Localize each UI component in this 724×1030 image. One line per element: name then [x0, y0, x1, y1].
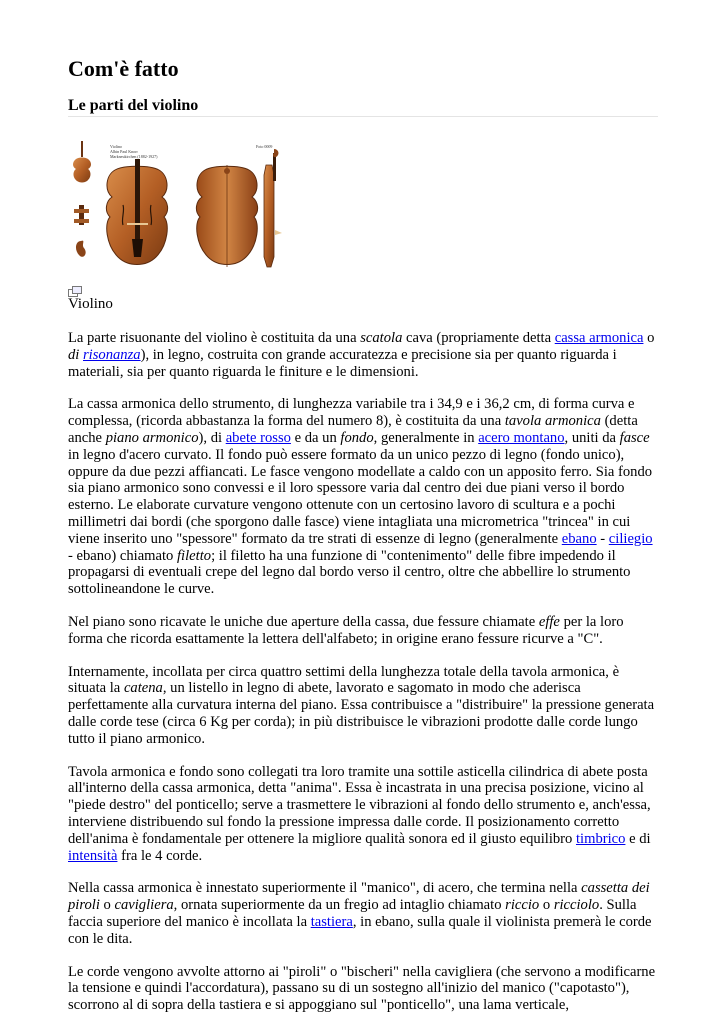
article-body: [68, 330, 658, 1030]
link-intensita[interactable]: intensità: [68, 847, 118, 864]
small-violin-front: [73, 141, 91, 183]
link-ciliegio[interactable]: ciliegio: [608, 530, 653, 547]
paragraph-2: La cassa armonica dello strumento, di lunghezza variabile tra i 34,9 e i 36,2 cm, di forma curva e complessa, (ricorda abbastanza la forma del numero 8), è costituita da una tavola armonica (detta anche piano armonico), di abete rosso e da un fondo, generalmente in acero montano, uniti da fasce in legno d'acero curvato. Il fondo può essere formato da un unico pezzo di legno (fondo unico), oppure da due pezzi affiancati. Le fasce vengono modellate a caldo con un apposito ferro. Sia fondo sia piano armonico sono convessi e il loro spessore varia dal centro dei due piani verso il bordo esterno. Le elaborate curvature vengono ottenute con un certosino lavoro di scultura e a pochi millimetri dai bordi (che sporgono dalle fasce) viene intagliata una micrometrica "trincea" in cui viene inserito uno "spessore" formato da tre strati di essenze di legno (generalmente ebano - ciliegio - ebano) chiamato filetto; il filetto ha una funzione di "contenimento" delle fibre impedendo il propagarsi di eventuali crepe del legno dal bordo verso il centro, oltre che abbellire lo strumento sottolineandone le curve.: [68, 396, 653, 598]
paragraph-5: Tavola armonica e fondo sono collegati tra loro tramite una sottile asticella cilindrica di abete posta all'interno della cassa armonica, detta "anima". Essa è incastrata in una precisa posizione, vicino al "piede destro" del ponticello; serve a trasmettere le vibrazioni al fondo dello strumento e, anch'essa, interviene distribuendo sul fondo la pressione impressa dalle corde. Il posizionamento corretto dell'anima è fondamentale per ottenere la migliore qualità sonora ed il giusto equilibro timbrico e di intensità fra le 4 corde.: [68, 763, 651, 864]
small-violin-scroll: [74, 205, 89, 257]
figure-label-4: Foto 0009: [256, 144, 273, 149]
link-timbrico[interactable]: timbrico: [575, 830, 626, 847]
link-ebano[interactable]: ebano: [561, 530, 597, 547]
link-cassa-armonica[interactable]: cassa armonica: [554, 330, 644, 346]
link-acero-montano[interactable]: acero montano: [478, 429, 565, 446]
figure-label-3: Markneukirchen (1882-1927): [110, 154, 158, 159]
figure-label-2: Albin Paul Knorr: [110, 149, 138, 154]
figure-caption: Violino: [68, 296, 113, 312]
paragraph-4: Internamente, incollata per circa quattro settimi della lunghezza totale della tavola armonica, è situata la catena, un listello in legno di abete, lavorato e sagomato in modo che aderisca perfettamente alla curvatura interna del piano. Essa contribuisce a "distribuire" la pressione generata dalle corde tese (circa 6 Kg per corda); in più distribuisce le vibrazioni prodotte dalle corde lungo tutto il piano armonico.: [68, 663, 655, 747]
paragraph-6: Nella cassa armonica è innestato superiormente il "manico", di acero, che termina nella cassetta dei piroli o cavigliera, ornata superiormente da un fregio ad intaglio chiamato riccio o ricciolo. Sulla faccia superiore del manico è incollata la tastiera, in ebano, sulla quale il violinista premerà le corde con le dita.: [68, 880, 652, 947]
enlarge-icon[interactable]: [68, 284, 82, 295]
figure-label-1: Violino: [110, 144, 122, 149]
violin-figure[interactable]: [68, 135, 298, 277]
violin-side-view: [264, 149, 282, 267]
link-tastiera[interactable]: tastiera: [310, 913, 353, 930]
section-heading: Le parti del violino: [68, 96, 658, 117]
violin-back-view: [196, 165, 257, 267]
paragraph-3: Nel piano sono ricavate le uniche due aperture della cassa, due fessure chiamate effe per la loro forma che ricorda esattamente la lettera dell'alfabeto; in origine erano fessure ricurve a "C".: [68, 613, 624, 647]
paragraph-7: Le corde vengono avvolte attorno ai "piroli" o "bischeri" nella cavigliera (che servono a modificarne la tensione e quindi l'accordatura), passano su di un sostegno all'inizio del manico ("capotasto"), scorrono al di sopra della tastiera e si appoggiano sul "ponticello", una lama verticale,: [68, 963, 656, 1014]
violin-front-view: [106, 159, 167, 265]
link-risonanza[interactable]: risonanza: [83, 346, 141, 363]
page-title: Com'è fatto: [68, 56, 179, 81]
paragraph-1: La parte risuonante del violino è costituita da una scatola cava (propriamente detta cassa armonica o di risonanza), in legno, costruita con grande accuratezza e precisione sia per quanto riguarda i materiali, sia per quanto riguarda le finiture e le dimensioni.: [68, 330, 655, 380]
link-abete-rosso[interactable]: abete rosso: [225, 429, 291, 446]
violin-image: [68, 135, 298, 277]
